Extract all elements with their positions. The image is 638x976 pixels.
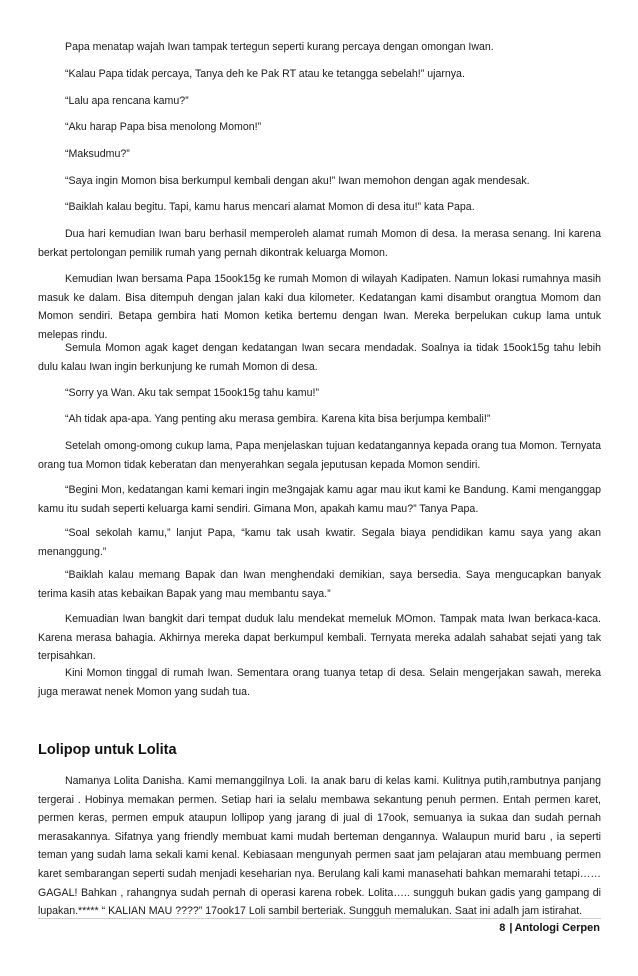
paragraph: Kemuadian Iwan bangkit dari tempat duduk lalu mendekat memeluk MOmon. Tampak mata Iwan berkaca-kaca. Karena merasa bahagia. Akhirnya mereka dapat berkumpul kembali. Ternyata mereka adalah sahabat sejati yang tak terpisahkan. [38, 613, 601, 663]
paragraph: “Saya ingin Momon bisa berkumpul kembali dengan aku!” Iwan memohon dengan agak mendesak. [65, 175, 530, 187]
paragraph: Papa menatap wajah Iwan tampak tertegun seperti kurang percaya dengan omongan Iwan. [65, 41, 494, 53]
paragraph: “Sorry ya Wan. Aku tak sempat 15ook15g tahu kamu!” [65, 387, 319, 399]
paragraph: “Lalu apa rencana kamu?” [65, 95, 189, 107]
paragraph: Kini Momon tinggal di rumah Iwan. Sementara orang tuanya tetap di desa. Selain mengerjakan sawah, mereka juga merawat nenek Momon yang sudah tua. [38, 667, 601, 698]
paragraph: Namanya Lolita Danisha. Kami memanggilnya Loli. Ia anak baru di kelas kami. Kulitnya putih,rambutnya panjang tergerai . Hobinya memakan permen. Setiap hari ia selalu membawa sekantung penuh permen. Entah permen karet, permen keras, permen empuk ataupun lollipop yang jarang di jual di 17ook, semuanya ia sukaa dan sudah pernah merasakannya. Sifatnya yang friendly membuat kami mudah berteman dengannya. Walaupun murid baru , ia seperti teman yang sudah lama sekali kami kenal. Kebiasaan mengunyah permen saat jam pelajaran atau membuang permen karet sembarangan seperti sudah menjadi keseharian nya. Berulang kali kami manasehati bahkan memarahi tetapi…… GAGAL! Bahkan , rahangnya sudah pernah di operasi karena robek. Lolita….. sungguh bukan gadis yang gampang di lupakan.***** “ KALIAN MAU ????” 17ook17 Loli sambil berteriak. Sungguh memalukan. Saat ini adalh jam istirahat. [38, 775, 601, 918]
paragraph: Kemudian Iwan bersama Papa 15ook15g ke rumah Momon di wilayah Kadipaten. Namun lokasi rumahnya masih masuk ke dalam. Bisa ditempuh dengan jalan kaki dua kilometer. Kedatangan kami disambut orangtua Momom dan Momon sendiri. Betapa gembira hati Momon ketika bertemu dengan Iwan. Mereka berpelukan cukup lama untuk melepas rindu. [38, 273, 601, 341]
page-number: 8 [499, 922, 506, 934]
paragraph: “Aku harap Papa bisa menolong Momon!” [65, 121, 262, 133]
footer-separator: | [509, 922, 513, 934]
paragraph: Semula Momon agak kaget dengan kedatangan Iwan secara mendadak. Soalnya ia tidak 15ook15g tahu lebih dulu kalau Iwan ingin berkunjung ke rumah Momon di desa. [38, 342, 601, 373]
paragraph: “Maksudmu?” [65, 148, 130, 160]
paragraph: “Soal sekolah kamu,” lanjut Papa, “kamu tak usah kwatir. Segala biaya pendidikan kamu saya yang akan menanggung.” [38, 527, 601, 558]
paragraph: “Ah tidak apa-apa. Yang penting aku merasa gembira. Karena kita bisa berjumpa kembali!” [65, 413, 491, 425]
paragraph: “Kalau Papa tidak percaya, Tanya deh ke Pak RT atau ke tetangga sebelah!” ujarnya. [65, 68, 465, 80]
paragraph: Dua hari kemudian Iwan baru berhasil memperoleh alamat rumah Momon di desa. Ia merasa senang. Ini karena berkat pertolongan pemilik rumah yang pernah dikontrak keluarga Momon. [38, 228, 601, 259]
paragraph: Setelah omong-omong cukup lama, Papa menjelaskan tujuan kedatangannya kepada orang tua Momon. Ternyata orang tua Momon tidak keberatan dan menyerahkan segala jeputusan kepada Momon sendiri. [38, 440, 601, 471]
paragraph: “Baiklah kalau begitu. Tapi, kamu harus mencari alamat Momon di desa itu!” kata Papa. [65, 201, 475, 213]
story-title: Lolipop untuk Lolita [38, 742, 177, 758]
paragraph: “Baiklah kalau memang Bapak dan Iwan menghendaki demikian, saya bersedia. Saya mengucapkan banyak terima kasih atas kebaikan Bapak yang mau membantu saya.” [38, 569, 601, 600]
book-title: Antologi Cerpen [514, 922, 600, 934]
page-footer [499, 922, 600, 934]
paragraph: “Begini Mon, kedatangan kami kemari ingin me3ngajak kamu agar mau ikut kami ke Bandung. Kami menganggap kamu itu sudah seperti keluarga kami sendiri. Gimana Mon, apakah kamu mau?” Tanya Papa. [38, 484, 601, 515]
footer-divider [38, 918, 601, 919]
